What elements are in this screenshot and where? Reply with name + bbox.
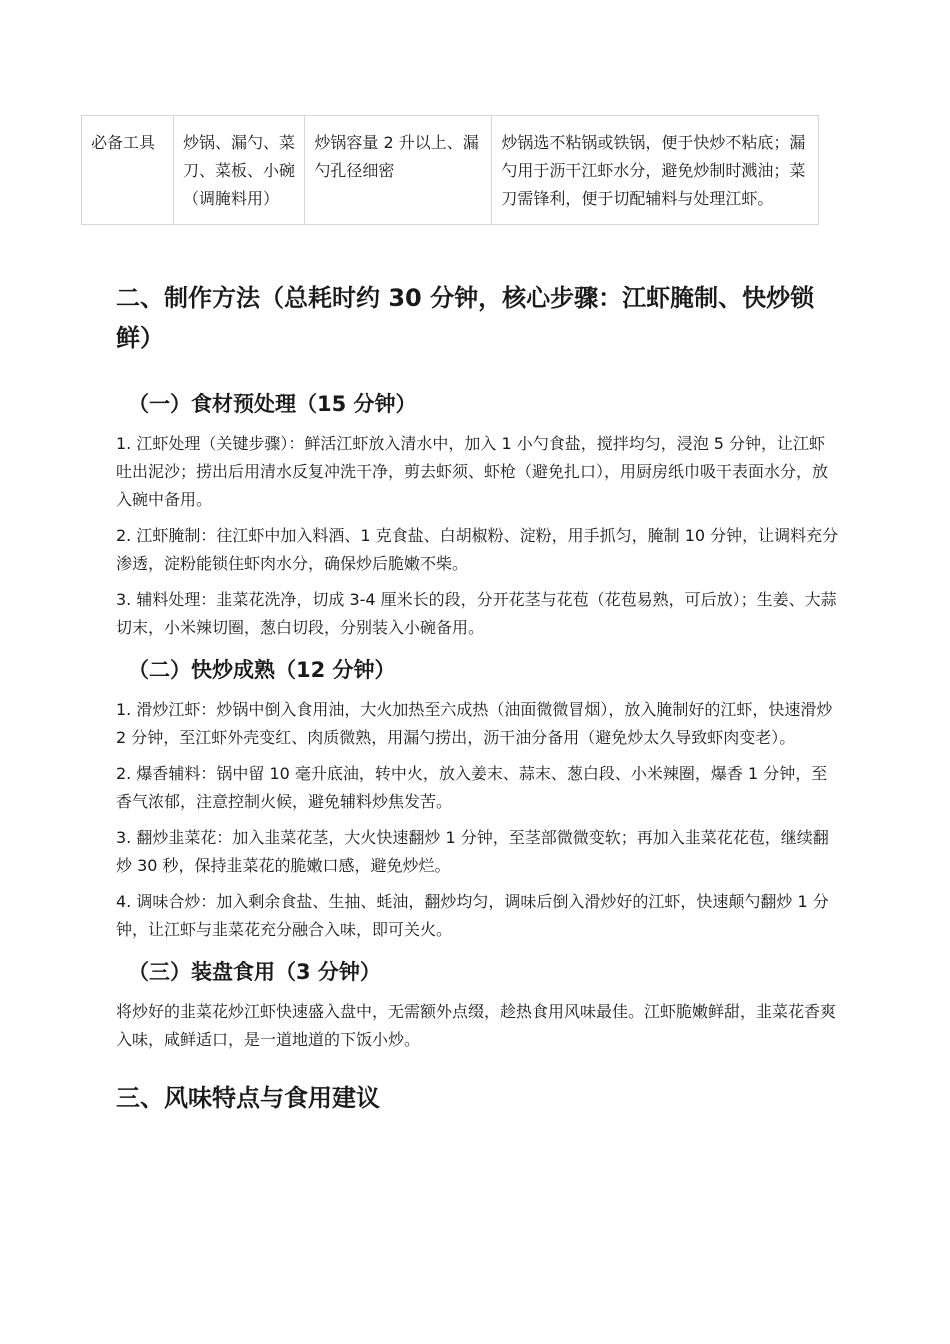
plating-paragraph: 将炒好的韭菜花炒江虾快速盛入盘中，无需额外点缀，趁热食用风味最佳。江虾脆嫩鲜甜，韭菜花香爽入味，咸鲜适口，是一道地道的下饭小炒。 — [116, 1002, 837, 1049]
table-cell-category: 必备工具 — [82, 116, 174, 225]
subsection-heading-preprocess: （一）食材预处理（15 分钟） — [128, 392, 417, 416]
table-cell-spec: 炒锅容量 2 升以上、漏勺孔径细密 — [305, 116, 492, 225]
section-heading-flavor: 三、风味特点与食用建议 — [116, 1084, 380, 1112]
step-paragraph: 4. 调味合炒：加入剩余食盐、生抽、蚝油，翻炒均匀，调味后倒入滑炒好的江虾，快速颠勺翻炒 1 分钟，让江虾与韭菜花充分融合入味，即可关火。 — [116, 892, 829, 939]
step-paragraph: 3. 翻炒韭菜花：加入韭菜花茎，大火快速翻炒 1 分钟，至茎部微微变软；再加入韭菜花花苞，继续翻炒 30 秒，保持韭菜花的脆嫩口感，避免炒烂。 — [116, 828, 829, 875]
step-paragraph: 1. 江虾处理（关键步骤）：鲜活江虾放入清水中，加入 1 小勺食盐，搅拌均匀，浸泡 5 分钟，让江虾吐出泥沙；捞出后用清水反复冲洗干净，剪去虾须、虾枪（避免扎口），用厨房纸巾吸干表面水分，放入碗中备用。 — [116, 434, 829, 509]
subsection-preprocess — [116, 388, 840, 642]
subsection-heading-plating: （三）装盘食用（3 分钟） — [128, 960, 381, 984]
section-heading-method: 二、制作方法（总耗时约 30 分钟，核心步骤：江虾腌制、快炒锁鲜） — [116, 284, 815, 352]
table-row — [82, 116, 819, 225]
subsection-heading-stirfry: （二）快炒成熟（12 分钟） — [128, 658, 396, 682]
table-cell-notes: 炒锅选不粘锅或铁锅，便于快炒不粘底；漏勺用于沥干江虾水分，避免炒制时溅油；菜刀需锋利，便于切配辅料与处理江虾。 — [492, 116, 819, 225]
document-content — [116, 278, 840, 1148]
subsection-stirfry — [116, 654, 840, 944]
table-cell-items: 炒锅、漏勺、菜刀、菜板、小碗（调腌料用） — [173, 116, 304, 225]
step-paragraph: 3. 辅料处理：韭菜花洗净，切成 3-4 厘米长的段，分开花茎与花苞（花苞易熟，可后放）；生姜、大蒜切末，小米辣切圈，葱白切段，分别装入小碗备用。 — [116, 590, 837, 637]
subsection-plating — [116, 956, 840, 1054]
step-paragraph: 2. 爆香辅料：锅中留 10 毫升底油，转中火，放入姜末、蒜末、葱白段、小米辣圈，爆香 1 分钟，至香气浓郁，注意控制火候，避免辅料炒焦发苦。 — [116, 764, 828, 811]
tools-table — [81, 115, 819, 225]
step-paragraph: 1. 滑炒江虾：炒锅中倒入食用油，大火加热至六成热（油面微微冒烟），放入腌制好的江虾，快速滑炒 2 分钟，至江虾外壳变红、肉质微熟，用漏勺捞出，沥干油分备用（避免炒太久导致虾肉变老）。 — [116, 700, 833, 747]
step-paragraph: 2. 江虾腌制：往江虾中加入料酒、1 克食盐、白胡椒粉、淀粉，用手抓匀，腌制 10 分钟，让调料充分渗透，淀粉能锁住虾肉水分，确保炒后脆嫩不柴。 — [116, 526, 839, 573]
